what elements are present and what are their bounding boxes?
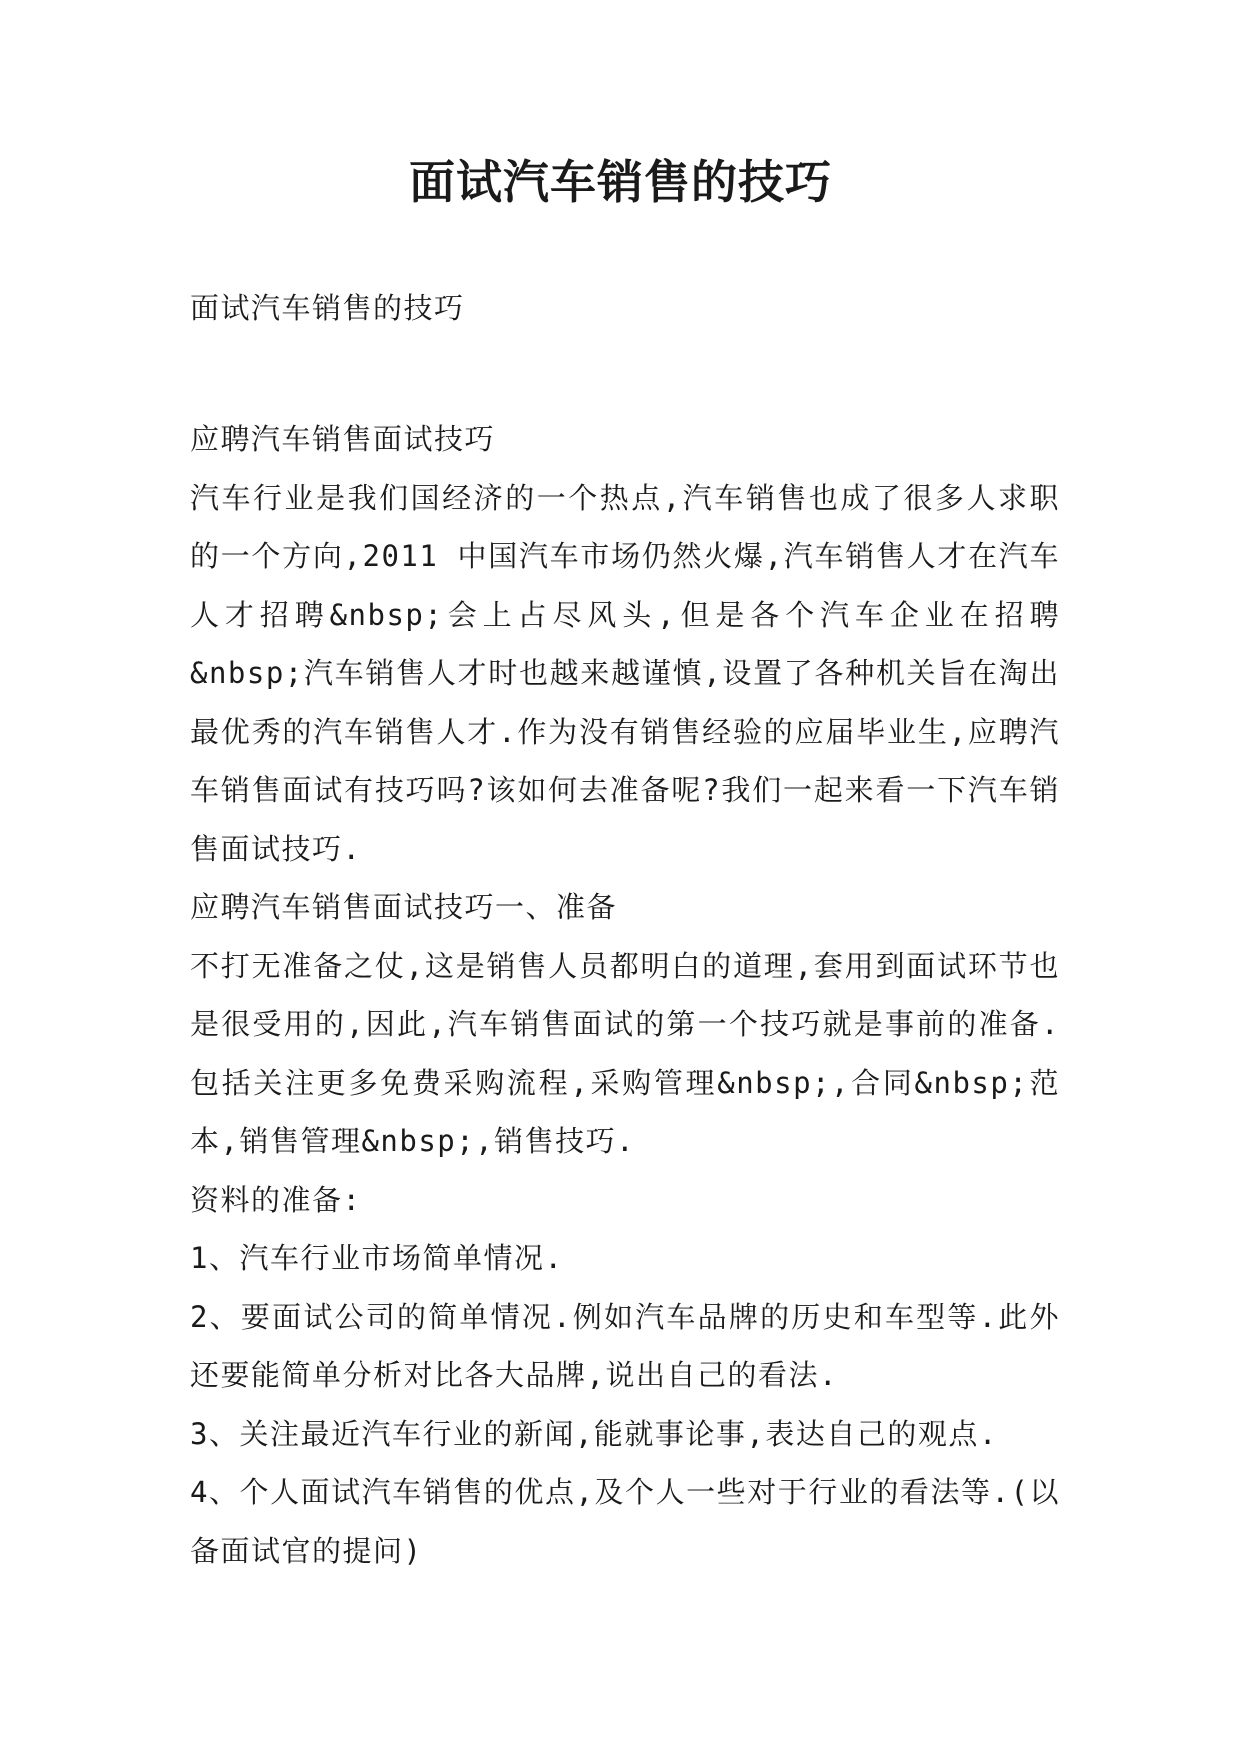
- document-title: 面试汽车销售的技巧: [409, 155, 832, 209]
- list-item: 2、要面试公司的简单情况.例如汽车品牌的历史和车型等.此外还要能简单分析对比各大品牌,说出自己的看法.: [190, 1299, 1060, 1392]
- list-item: 1、汽车行业市场简单情况.: [190, 1241, 564, 1275]
- document-subtitle: 面试汽车销售的技巧: [190, 291, 465, 325]
- section-heading: 应聘汽车销售面试技巧一、准备: [190, 890, 618, 924]
- document-body: [190, 410, 1060, 1580]
- section-heading: 应聘汽车销售面试技巧: [190, 422, 496, 456]
- body-paragraph: 资料的准备:: [190, 1182, 362, 1217]
- list-item: 4、个人面试汽车销售的优点,及个人一些对于行业的看法等.(以备面试官的提问): [190, 1475, 1060, 1568]
- body-paragraph: 汽车行业是我们国经济的一个热点,汽车销售也成了很多人求职的一个方向,2011 中国汽车市场仍然火爆,汽车销售人才在汽车人才招聘&nbsp;会上占尽风头,但是各个汽车企业在招聘&nbsp;汽车销售人才时也越来越谨慎,设置了各种机关旨在淘出最优秀的汽车销售人才.作为没有销售经验的应届毕业生,应聘汽车销售面试有技巧吗?该如何去准备呢?我们一起来看一下汽车销售面试技巧.: [190, 480, 1060, 866]
- body-paragraph: 不打无准备之仗,这是销售人员都明白的道理,套用到面试环节也是很受用的,因此,汽车销售面试的第一个技巧就是事前的准备.包括关注更多免费采购流程,采购管理&nbsp;,合同&nbsp;范本,销售管理&nbsp;,销售技巧.: [190, 948, 1060, 1158]
- list-item: 3、关注最近汽车行业的新闻,能就事论事,表达自己的观点.: [190, 1416, 998, 1451]
